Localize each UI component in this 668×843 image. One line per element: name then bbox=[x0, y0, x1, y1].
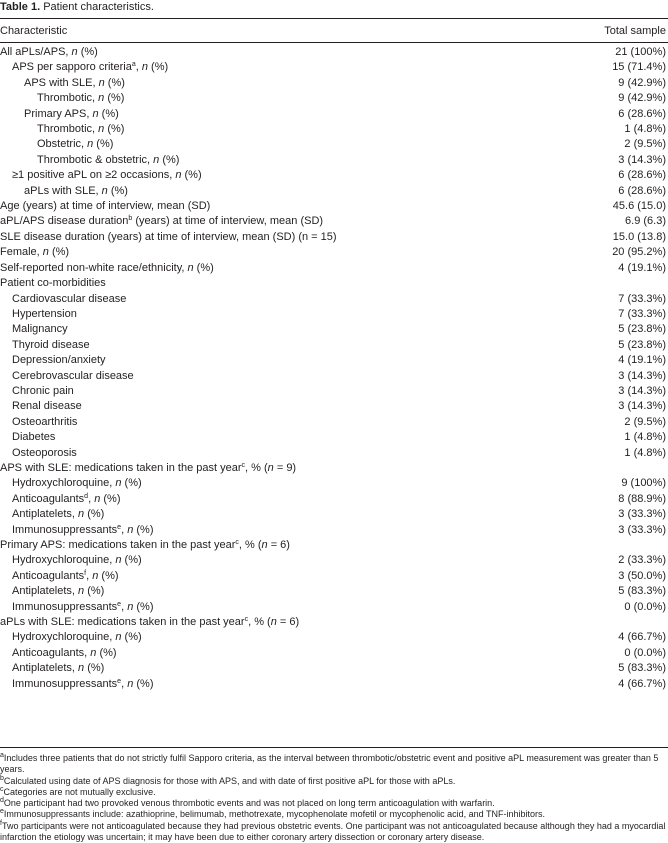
table-row bbox=[0, 338, 668, 353]
cell-text: (%) bbox=[104, 123, 125, 136]
characteristic-cell bbox=[0, 461, 296, 476]
cell-text: Patient co-morbidities bbox=[0, 277, 106, 290]
table-row bbox=[0, 214, 668, 229]
top-rule bbox=[0, 18, 668, 19]
total-sample-cell: 3 (14.3%) bbox=[618, 384, 666, 397]
table-row bbox=[0, 569, 668, 584]
cell-text: (%) bbox=[121, 477, 142, 490]
table-row bbox=[0, 461, 668, 476]
cell-text: (%) bbox=[100, 492, 121, 505]
characteristic-cell bbox=[12, 446, 77, 461]
characteristic-cell bbox=[12, 646, 117, 661]
cell-text: , % ( bbox=[248, 616, 271, 629]
characteristic-cell bbox=[0, 214, 323, 229]
characteristic-cell bbox=[12, 553, 142, 568]
cell-text: (%) bbox=[181, 169, 202, 182]
cell-text: n bbox=[153, 153, 160, 166]
cell-text: (%) bbox=[104, 76, 125, 89]
cell-text: n bbox=[92, 107, 99, 120]
characteristic-cell bbox=[0, 538, 290, 553]
characteristic-cell bbox=[12, 353, 106, 368]
footnote-mark: f bbox=[84, 569, 87, 577]
table-row bbox=[0, 245, 668, 260]
footnote-text: Includes three patients that do not strictly fulfil Sapporo criteria, as the interval between thrombotic/obstetric event and positive aPL measurement was greater than 5 years. bbox=[0, 753, 659, 775]
cell-text: , bbox=[121, 677, 128, 690]
cell-text: (%) bbox=[98, 569, 119, 582]
cell-text: n bbox=[175, 169, 182, 182]
footnote bbox=[0, 809, 666, 820]
table-row bbox=[0, 292, 668, 307]
cell-text: SLE disease duration (years) at time of interview, mean (SD) (n = 15) bbox=[0, 230, 337, 243]
characteristic-cell bbox=[0, 276, 106, 291]
cell-text: n bbox=[87, 138, 94, 151]
cell-text: Antiplatelets, bbox=[12, 585, 79, 598]
total-sample-cell: 3 (14.3%) bbox=[618, 153, 666, 166]
cell-text: Immunosuppressants bbox=[12, 523, 118, 536]
footnote-mark: e bbox=[117, 523, 122, 531]
table-row bbox=[0, 384, 668, 399]
footnote-text: Immunosuppressants include: azathioprine, belimumab, methotrexate, mycophenolate mofetil or mycophenolic acid, and TNF-inhibitors. bbox=[3, 809, 546, 820]
cell-text: n bbox=[94, 492, 101, 505]
cell-text: Depression/anxiety bbox=[12, 354, 106, 367]
characteristic-cell bbox=[0, 615, 299, 630]
table-row bbox=[0, 476, 668, 491]
header-rule bbox=[0, 42, 668, 43]
table-row bbox=[0, 538, 668, 553]
cell-text: n bbox=[127, 523, 134, 536]
footnote-mark: c bbox=[0, 785, 4, 793]
cell-text: ≥1 positive aPL on ≥2 occasions, bbox=[12, 169, 176, 182]
characteristic-cell bbox=[12, 322, 68, 337]
characteristic-cell bbox=[12, 677, 154, 692]
cell-text: (%) bbox=[193, 261, 214, 274]
table-row bbox=[0, 168, 668, 183]
column-header-characteristic: Characteristic bbox=[0, 25, 68, 37]
cell-text: , % ( bbox=[238, 539, 262, 551]
cell-text: , bbox=[121, 523, 128, 536]
cell-text: Hydroxychloroquine, bbox=[12, 554, 116, 567]
total-sample-cell: 5 (23.8%) bbox=[618, 323, 666, 336]
cell-text: n bbox=[98, 92, 105, 105]
footnote-mark: b bbox=[0, 774, 4, 782]
cell-text: aPL/APS disease duration bbox=[0, 215, 129, 228]
cell-text: (%) bbox=[77, 46, 98, 58]
footnote-mark: d bbox=[0, 797, 4, 805]
footnote-mark: e bbox=[0, 808, 4, 816]
table-row bbox=[0, 523, 668, 538]
cell-text: All aPLs/APS, bbox=[0, 46, 72, 58]
cell-text: aPLs with SLE: medications taken in the past year bbox=[0, 616, 245, 629]
caption-label: Table 1. bbox=[0, 1, 41, 13]
table-row bbox=[0, 369, 668, 384]
cell-text: n bbox=[92, 569, 99, 582]
total-sample-cell: 6 (28.6%) bbox=[618, 107, 666, 120]
cell-text: Thrombotic & obstetric, bbox=[37, 153, 154, 166]
footnote-mark: e bbox=[117, 677, 122, 685]
table-row bbox=[0, 446, 668, 461]
cell-text: Thrombotic, bbox=[37, 123, 99, 136]
cell-text: (%) bbox=[133, 677, 154, 690]
total-sample-cell: 3 (14.3%) bbox=[618, 400, 666, 413]
table-body bbox=[0, 45, 668, 692]
cell-text: (%) bbox=[48, 246, 70, 259]
cell-text: Thyroid disease bbox=[12, 338, 90, 351]
total-sample-cell: 9 (100%) bbox=[621, 477, 666, 490]
footnote bbox=[0, 753, 666, 776]
cell-text: (%) bbox=[84, 662, 105, 675]
characteristic-cell bbox=[12, 600, 154, 615]
table-footnotes bbox=[0, 753, 666, 843]
cell-text: Obstetric, bbox=[37, 138, 88, 151]
cell-text: , bbox=[86, 569, 93, 582]
cell-text: Female, bbox=[0, 246, 43, 259]
cell-text: Cardiovascular disease bbox=[12, 292, 127, 305]
table-row bbox=[0, 492, 668, 507]
total-sample-cell: 5 (23.8%) bbox=[618, 338, 666, 351]
total-sample-cell: 1 (4.8%) bbox=[624, 431, 666, 444]
table-row bbox=[0, 276, 668, 291]
footnote-text: Calculated using date of APS diagnosis for those with APS, and with date of first positive aPL for those with aPLs. bbox=[3, 775, 456, 786]
table-row bbox=[0, 107, 668, 122]
cell-text: aPLs with SLE, bbox=[24, 184, 102, 197]
characteristic-cell bbox=[0, 199, 210, 214]
cell-text: Primary APS, bbox=[24, 107, 93, 120]
cell-text: = 6) bbox=[267, 539, 290, 551]
cell-text: Osteoporosis bbox=[12, 446, 77, 459]
characteristic-cell bbox=[24, 184, 128, 199]
total-sample-cell: 9 (42.9%) bbox=[618, 76, 666, 89]
cell-text: (%) bbox=[84, 585, 105, 598]
table-row bbox=[0, 507, 668, 522]
cell-text: n bbox=[115, 631, 122, 644]
cell-text: (%) bbox=[133, 600, 154, 613]
characteristic-cell bbox=[12, 584, 104, 599]
total-sample-cell: 0 (0.0%) bbox=[624, 646, 666, 659]
cell-text: Primary APS: medications taken in the past year bbox=[0, 539, 236, 551]
footnote bbox=[0, 787, 666, 798]
total-sample-cell: 45.6 (15.0) bbox=[612, 200, 666, 213]
footnote bbox=[0, 798, 666, 809]
total-sample-cell: 4 (66.7%) bbox=[618, 677, 666, 690]
total-sample-cell: 3 (33.3%) bbox=[618, 523, 666, 536]
cell-text: Hydroxychloroquine, bbox=[12, 477, 116, 490]
cell-text: APS with SLE, bbox=[24, 76, 99, 89]
total-sample-cell: 2 (9.5%) bbox=[624, 415, 666, 428]
cell-text: n bbox=[187, 261, 194, 274]
characteristic-cell bbox=[37, 91, 124, 106]
bottom-rule bbox=[0, 747, 668, 748]
footnote bbox=[0, 776, 666, 787]
characteristic-cell bbox=[12, 384, 74, 399]
characteristic-cell bbox=[12, 507, 104, 522]
total-sample-cell: 7 (33.3%) bbox=[618, 307, 666, 320]
table-row bbox=[0, 153, 668, 168]
total-sample-cell: 1 (4.8%) bbox=[624, 446, 666, 459]
table-caption bbox=[0, 0, 154, 14]
cell-text: (%) bbox=[98, 107, 119, 120]
cell-text: (years) at time of interview, mean (SD) bbox=[132, 215, 324, 228]
total-sample-cell: 1 (4.8%) bbox=[624, 123, 666, 136]
cell-text: n bbox=[98, 123, 105, 136]
cell-text: Chronic pain bbox=[12, 384, 74, 397]
cell-text: n bbox=[141, 61, 148, 74]
column-header-total-sample: Total sample bbox=[604, 25, 666, 37]
table-row bbox=[0, 230, 668, 245]
table-row bbox=[0, 584, 668, 599]
cell-text: n bbox=[270, 616, 277, 629]
table-row bbox=[0, 91, 668, 106]
total-sample-cell: 7 (33.3%) bbox=[618, 292, 666, 305]
characteristic-cell bbox=[12, 415, 77, 430]
table-row bbox=[0, 261, 668, 276]
characteristic-cell bbox=[12, 292, 126, 307]
table-row bbox=[0, 307, 668, 322]
cell-text: (%) bbox=[93, 138, 114, 151]
cell-text: n bbox=[78, 585, 85, 598]
total-sample-cell: 15 (71.4%) bbox=[612, 61, 666, 74]
characteristic-cell bbox=[12, 60, 168, 75]
total-sample-cell: 5 (83.3%) bbox=[618, 662, 666, 675]
total-sample-cell: 4 (19.1%) bbox=[618, 354, 666, 367]
footnote-mark: c bbox=[244, 616, 249, 624]
cell-text: n bbox=[127, 600, 134, 613]
cell-text: (%) bbox=[104, 92, 125, 105]
table-row bbox=[0, 137, 668, 152]
cell-text: , bbox=[121, 600, 128, 613]
table-row bbox=[0, 353, 668, 368]
table-row bbox=[0, 399, 668, 414]
caption-text: Patient characteristics. bbox=[43, 1, 154, 13]
table-row bbox=[0, 322, 668, 337]
characteristic-cell bbox=[0, 245, 69, 260]
cell-text: (%) bbox=[96, 646, 117, 659]
characteristic-cell bbox=[12, 569, 119, 584]
footnote-text: Categories are not mutually exclusive. bbox=[3, 786, 156, 797]
characteristic-cell bbox=[12, 399, 82, 414]
table-row bbox=[0, 76, 668, 91]
cell-text: = 6) bbox=[276, 616, 300, 629]
cell-text: Malignancy bbox=[12, 323, 68, 336]
table-row bbox=[0, 45, 668, 60]
footnote-mark: c bbox=[241, 461, 246, 469]
cell-text: n bbox=[115, 554, 122, 567]
cell-text: APS with SLE: medications taken in the past year bbox=[0, 461, 242, 474]
total-sample-cell: 2 (9.5%) bbox=[624, 138, 666, 151]
table-row bbox=[0, 430, 668, 445]
table-row bbox=[0, 553, 668, 568]
cell-text: (%) bbox=[121, 631, 142, 644]
table-row bbox=[0, 199, 668, 214]
characteristic-cell bbox=[0, 261, 214, 276]
footnote-text: Two participants were not anticoagulated because they had previous obstetric events. One participant was not anticoagulated because although they had a myocardial infarction the etiology was uncertain; it may have been due to either coronary artery dissection or coronary artery disease. bbox=[0, 820, 666, 843]
characteristic-cell bbox=[37, 153, 179, 168]
total-sample-cell: 2 (33.3%) bbox=[618, 554, 666, 567]
table-row bbox=[0, 615, 668, 630]
cell-text: (%) bbox=[133, 523, 154, 536]
cell-text: n bbox=[127, 677, 134, 690]
footnote-mark: a bbox=[0, 752, 4, 759]
cell-text: Anticoagulants bbox=[12, 569, 85, 582]
table-row bbox=[0, 60, 668, 75]
total-sample-cell: 21 (100%) bbox=[615, 46, 666, 58]
total-sample-cell: 3 (33.3%) bbox=[618, 508, 666, 521]
total-sample-cell: 6.9 (6.3) bbox=[625, 215, 666, 228]
cell-text: (%) bbox=[107, 184, 128, 197]
characteristic-cell bbox=[12, 338, 90, 353]
cell-text: n bbox=[98, 76, 105, 89]
cell-text: n bbox=[101, 184, 108, 197]
table-row bbox=[0, 630, 668, 645]
cell-text: Diabetes bbox=[12, 431, 56, 444]
total-sample-cell: 8 (88.9%) bbox=[618, 492, 666, 505]
cell-text: n bbox=[261, 539, 268, 551]
table-row bbox=[0, 184, 668, 199]
cell-text: n bbox=[78, 508, 85, 521]
characteristic-cell bbox=[12, 369, 134, 384]
characteristic-cell bbox=[0, 45, 98, 60]
cell-text: Immunosuppressants bbox=[12, 677, 118, 690]
cell-text: Self-reported non-white race/ethnicity, bbox=[0, 261, 188, 274]
footnote-mark: b bbox=[128, 215, 133, 223]
characteristic-cell bbox=[12, 661, 104, 676]
characteristic-cell bbox=[12, 430, 55, 445]
total-sample-cell: 15.0 (13.8) bbox=[612, 230, 666, 243]
total-sample-cell: 5 (83.3%) bbox=[618, 585, 666, 598]
cell-text: n bbox=[42, 246, 49, 259]
total-sample-cell: 9 (42.9%) bbox=[618, 92, 666, 105]
characteristic-cell bbox=[12, 492, 121, 507]
table-row bbox=[0, 661, 668, 676]
characteristic-cell bbox=[24, 107, 119, 122]
total-sample-cell: 4 (19.1%) bbox=[618, 261, 666, 274]
cell-text: (%) bbox=[84, 508, 105, 521]
characteristic-cell bbox=[12, 523, 154, 538]
cell-text: Cerebrovascular disease bbox=[12, 369, 134, 382]
cell-text: (%) bbox=[159, 153, 180, 166]
table-row bbox=[0, 600, 668, 615]
cell-text: , bbox=[88, 492, 95, 505]
table-row bbox=[0, 122, 668, 137]
cell-text: Age (years) at time of interview, mean (SD) bbox=[0, 200, 211, 213]
characteristic-cell bbox=[12, 630, 142, 645]
cell-text: n bbox=[115, 477, 122, 490]
cell-text: Immunosuppressants bbox=[12, 600, 118, 613]
footnote-mark: c bbox=[235, 539, 239, 546]
total-sample-cell: 3 (14.3%) bbox=[618, 369, 666, 382]
cell-text: (%) bbox=[148, 61, 169, 74]
footnote-mark: e bbox=[117, 600, 122, 608]
characteristic-cell bbox=[37, 137, 113, 152]
cell-text: n bbox=[90, 646, 97, 659]
cell-text: n bbox=[71, 46, 78, 58]
footnote-mark: a bbox=[131, 61, 136, 69]
cell-text: n bbox=[78, 662, 85, 675]
cell-text: Renal disease bbox=[12, 400, 82, 413]
cell-text: Antiplatelets, bbox=[12, 508, 79, 521]
footnote-text: One participant had two provoked venous thrombotic events and was not placed on long term anticoagulation with warfarin. bbox=[3, 798, 495, 809]
cell-text: Anticoagulants, bbox=[12, 646, 91, 659]
cell-text: n bbox=[267, 461, 274, 474]
total-sample-cell: 6 (28.6%) bbox=[618, 184, 666, 197]
characteristic-cell bbox=[37, 122, 124, 137]
cell-text: Antiplatelets, bbox=[12, 662, 79, 675]
cell-text: Hypertension bbox=[12, 307, 77, 320]
total-sample-cell: 6 (28.6%) bbox=[618, 169, 666, 182]
table-row bbox=[0, 415, 668, 430]
cell-text: = 9) bbox=[273, 461, 297, 474]
cell-text: , bbox=[135, 61, 142, 74]
table-row bbox=[0, 677, 668, 692]
characteristic-cell bbox=[12, 307, 77, 322]
characteristic-cell bbox=[0, 230, 337, 245]
total-sample-cell: 3 (50.0%) bbox=[618, 569, 666, 582]
total-sample-cell: 20 (95.2%) bbox=[612, 246, 666, 259]
cell-text: , % ( bbox=[245, 461, 268, 474]
cell-text: APS per sapporo criteria bbox=[12, 61, 132, 74]
total-sample-cell: 4 (66.7%) bbox=[618, 631, 666, 644]
table-row bbox=[0, 646, 668, 661]
characteristic-cell bbox=[24, 76, 125, 91]
characteristic-cell bbox=[12, 476, 142, 491]
cell-text: Hydroxychloroquine, bbox=[12, 631, 116, 644]
cell-text: Thrombotic, bbox=[37, 92, 99, 105]
total-sample-cell: 0 (0.0%) bbox=[624, 600, 666, 613]
footnote-mark: d bbox=[84, 492, 89, 500]
cell-text: (%) bbox=[121, 554, 142, 567]
footnote-mark: f bbox=[0, 819, 2, 827]
characteristic-cell bbox=[12, 168, 202, 183]
cell-text: Osteoarthritis bbox=[12, 415, 78, 428]
cell-text: Anticoagulants bbox=[12, 492, 85, 505]
